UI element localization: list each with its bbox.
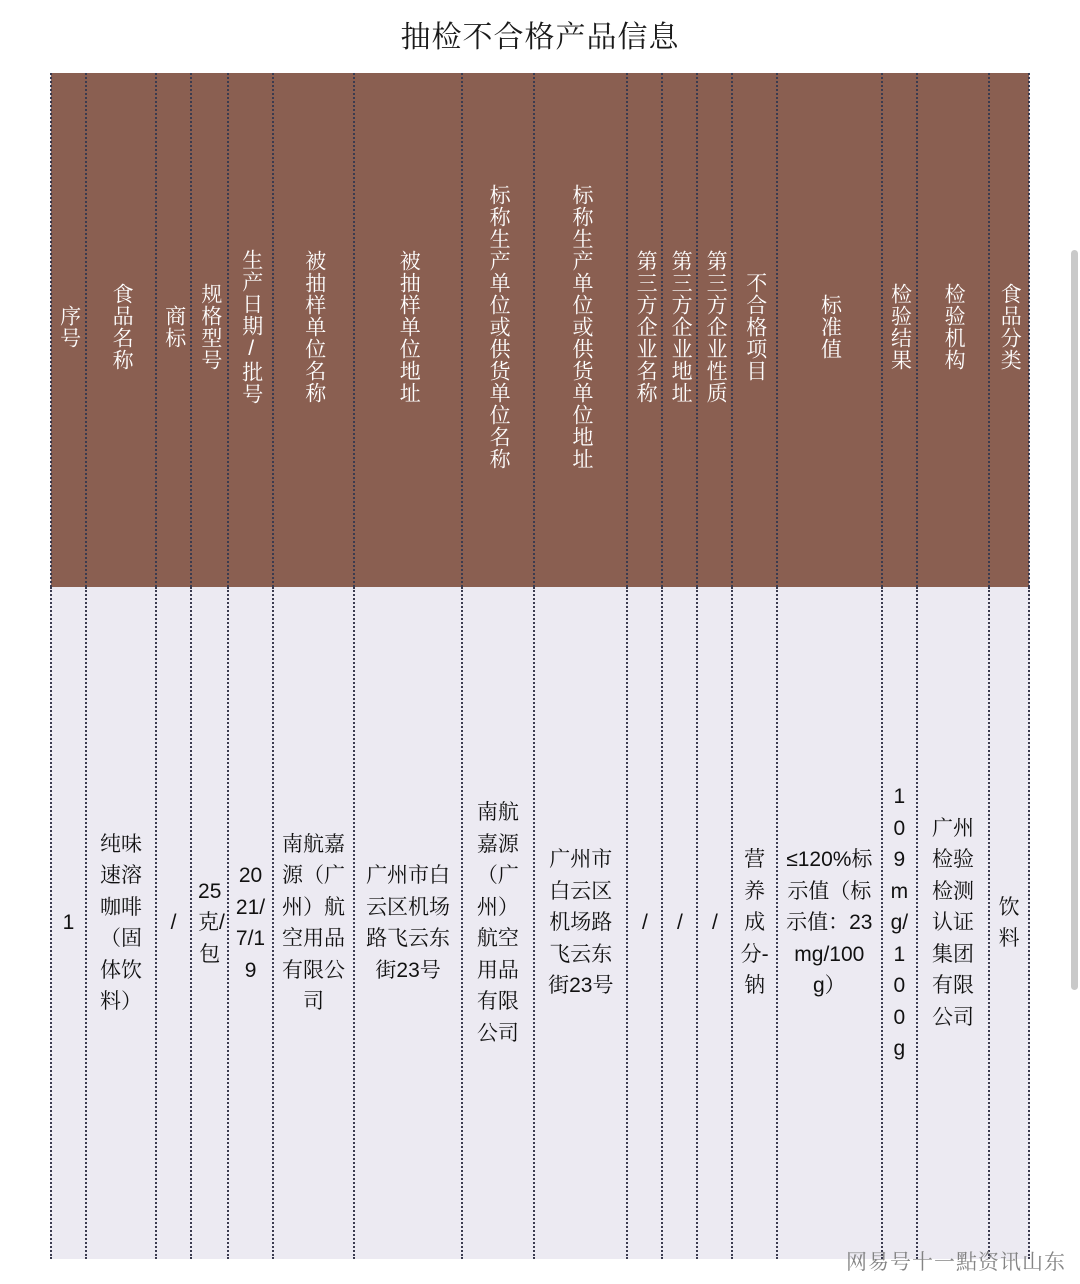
cell-testing-agency-text: 广州检验检测认证集团有限公司	[932, 816, 974, 1029]
column-header-standard-value	[777, 74, 882, 587]
cell-failed-item	[732, 587, 776, 1260]
table-body	[51, 587, 1029, 1260]
column-header-production-date-label: 生产日期/批号	[239, 249, 263, 405]
cell-food-name	[86, 587, 156, 1260]
column-header-standard-value-label: 标准值	[818, 294, 842, 360]
column-header-third-party-nature	[697, 74, 732, 587]
column-header-failed-item	[732, 74, 776, 587]
table-header	[51, 74, 1029, 587]
column-header-spec-model-label: 规格型号	[198, 283, 222, 371]
column-header-third-party-nature-label: 第三方企业性质	[704, 250, 728, 404]
column-header-sampled-unit-address	[354, 74, 461, 587]
column-header-producer-name	[462, 74, 534, 587]
cell-producer-name	[462, 587, 534, 1260]
cell-third-party-address	[662, 587, 697, 1260]
cell-third-party-name	[627, 587, 662, 1260]
column-header-third-party-address	[662, 74, 697, 587]
column-header-food-category-label: 食品分类	[998, 283, 1022, 371]
column-header-index	[51, 74, 86, 587]
cell-standard-value	[777, 587, 882, 1260]
column-header-index-label: 序号	[57, 305, 81, 349]
cell-spec-model-text: 25克/包	[198, 879, 225, 966]
inspection-results-table	[50, 73, 1030, 1259]
cell-test-result-text: 109mg/100g	[890, 785, 909, 1061]
column-header-sampled-unit-address-label: 被抽样单位地址	[397, 250, 421, 404]
column-header-trademark-label: 商标	[162, 305, 186, 349]
cell-sampled-unit-name	[273, 587, 355, 1260]
column-header-third-party-name	[627, 74, 662, 587]
cell-index	[51, 587, 86, 1260]
column-header-sampled-unit-name	[273, 74, 355, 587]
cell-sampled-unit-address-text: 广州市白云区机场路飞云东街23号	[366, 864, 451, 982]
cell-testing-agency	[917, 587, 989, 1260]
cell-sampled-unit-name-text: 南航嘉源（广州）航空用品有限公司	[282, 832, 346, 1013]
cell-index-text: 1	[62, 911, 75, 935]
cell-third-party-nature-text: /	[712, 911, 718, 935]
column-header-failed-item-label: 不合格项目	[743, 272, 767, 382]
cell-standard-value-text: ≤120%标示值（标示值：23mg/100g）	[786, 848, 873, 998]
cell-spec-model	[191, 587, 228, 1260]
table-row	[51, 587, 1029, 1260]
watermark: 网易号十一點资讯山东	[846, 1251, 1066, 1274]
cell-trademark-text: /	[170, 911, 177, 935]
inspection-table-container	[50, 73, 1030, 1263]
column-header-trademark	[156, 74, 191, 587]
header-row	[51, 74, 1029, 587]
cell-production-date-text: 2021/7/19	[235, 864, 266, 982]
column-header-producer-address-label: 标称生产单位或供货单位地址	[569, 184, 593, 470]
column-header-food-category	[989, 74, 1029, 587]
cell-food-category	[989, 587, 1029, 1260]
column-header-third-party-name-label: 第三方企业名称	[634, 250, 658, 404]
cell-production-date	[228, 587, 272, 1260]
column-header-test-result-label: 检验结果	[888, 283, 912, 371]
column-header-testing-agency	[917, 74, 989, 587]
column-header-sampled-unit-name-label: 被抽样单位名称	[302, 250, 326, 404]
column-header-spec-model	[191, 74, 228, 587]
column-header-producer-name-label: 标称生产单位或供货单位名称	[487, 184, 511, 470]
column-header-production-date	[228, 74, 272, 587]
cell-trademark	[156, 587, 191, 1260]
column-header-producer-address	[534, 74, 627, 587]
cell-failed-item-text: 营养成分-钠	[740, 848, 769, 998]
cell-test-result	[882, 587, 917, 1260]
cell-third-party-nature	[697, 587, 732, 1260]
column-header-food-name	[86, 74, 156, 587]
column-header-third-party-address-label: 第三方企业地址	[669, 250, 693, 404]
cell-third-party-address-text: /	[677, 911, 683, 935]
cell-third-party-name-text: /	[642, 911, 648, 935]
vertical-scrollbar[interactable]	[1071, 250, 1078, 990]
page-title: 抽检不合格产品信息	[400, 21, 680, 54]
cell-producer-name-text: 南航嘉源（广州）航空用品有限公司	[476, 801, 519, 1045]
column-header-food-name-label: 食品名称	[110, 283, 134, 371]
column-header-testing-agency-label: 检验机构	[942, 283, 966, 371]
cell-sampled-unit-address	[354, 587, 461, 1260]
cell-producer-address-text: 广州市白云区机场路飞云东街23号	[548, 848, 614, 998]
cell-producer-address	[534, 587, 627, 1260]
cell-food-category-text: 饮料	[998, 895, 1020, 950]
column-header-test-result	[882, 74, 917, 587]
cell-food-name-text: 纯味速溶咖啡（固体饮料）	[100, 832, 142, 1013]
